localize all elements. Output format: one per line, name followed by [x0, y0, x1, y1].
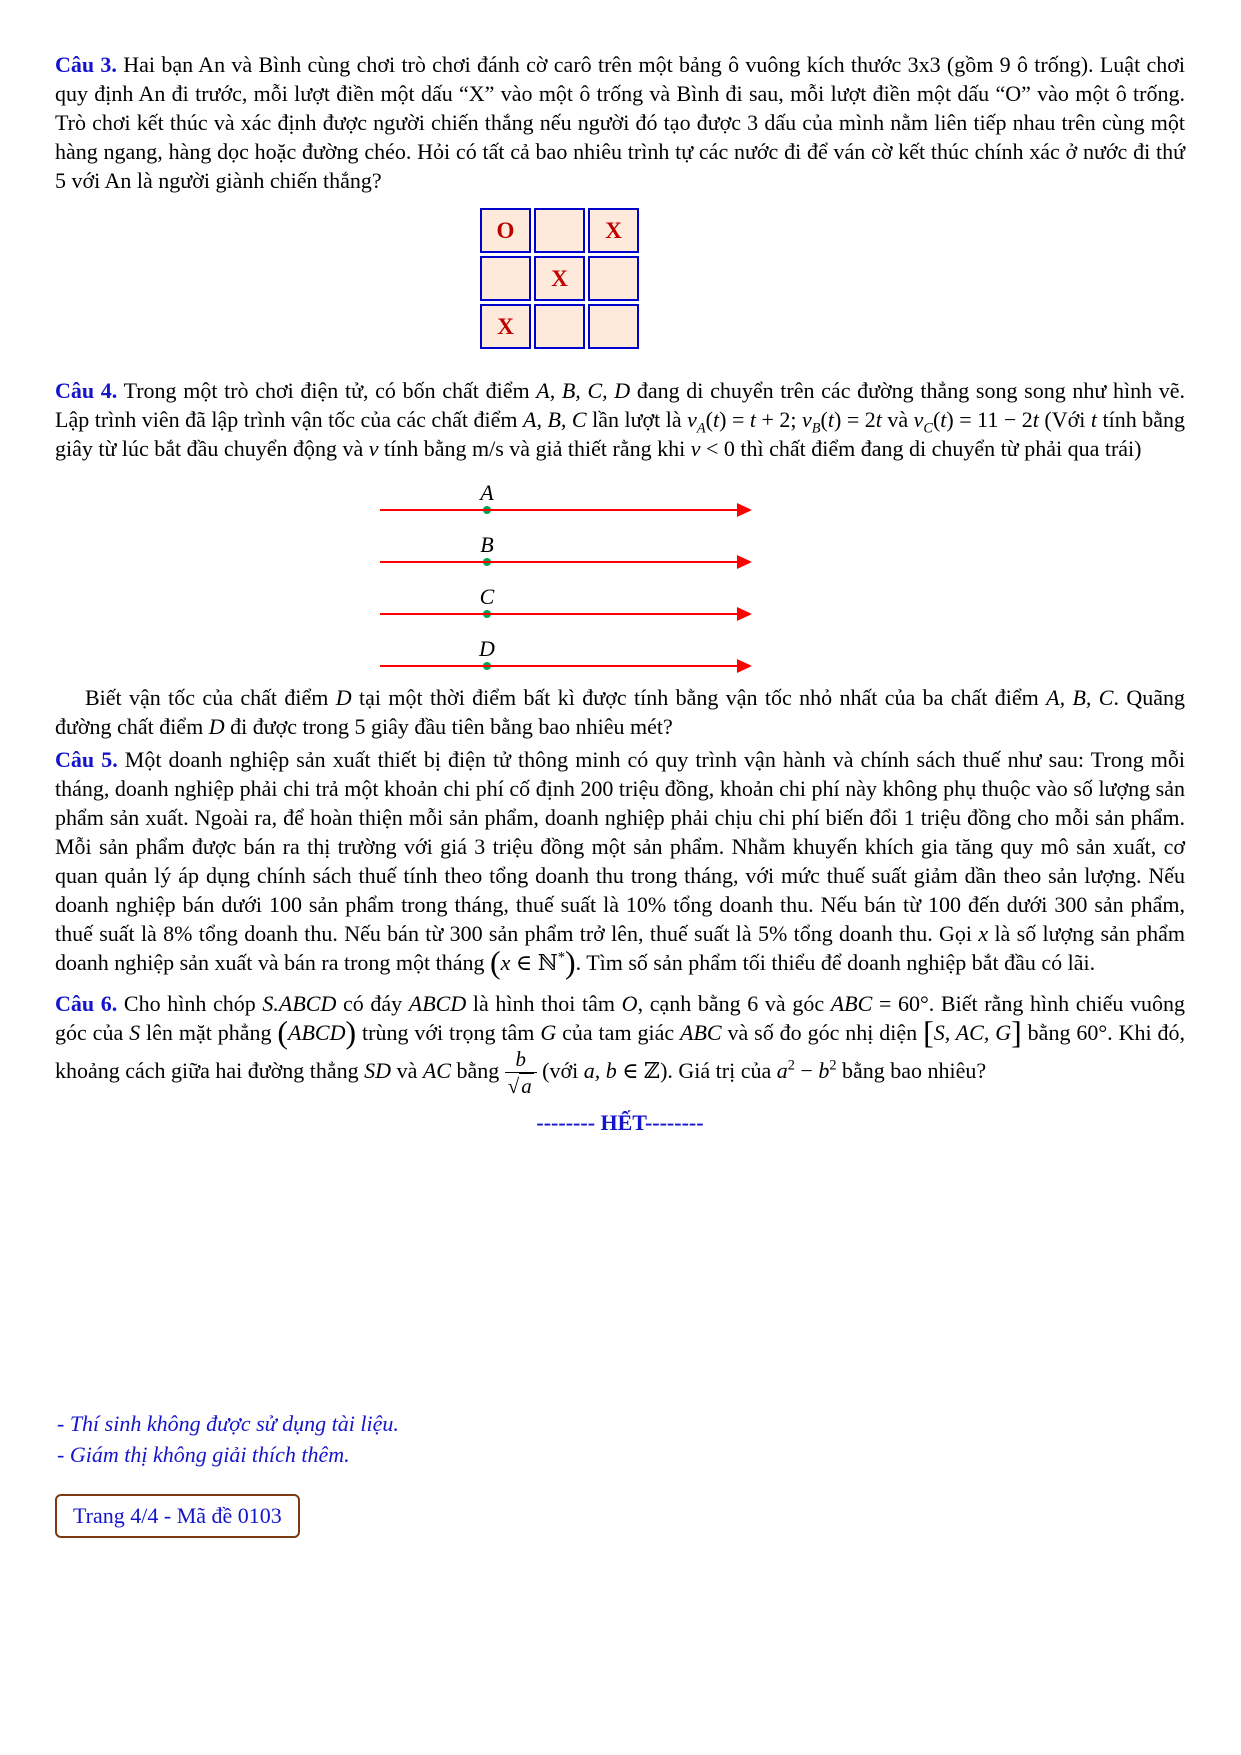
particle-row-c	[380, 573, 752, 625]
question-4-continued	[55, 683, 1185, 741]
particle-label: B	[480, 532, 494, 557]
exam-content	[55, 50, 1185, 1137]
end-marker: -------- HẾT--------	[536, 1110, 704, 1136]
question-4-label: Câu 4.	[55, 378, 118, 403]
grid-cell	[534, 304, 585, 349]
question-6-text: Cho hình chóp S.ABCD có đáy ABCD là hình thoi tâm O, cạnh bằng 6 và góc ABC = 60°. Biết rằng hình chiếu vuông góc của S lên mặt phẳng (ABCD) trùng với trọng tâm G của tam giác ABC và số đo góc nhị diện [S, AC, G] bằng 60°. Khi đó, khoảng cách giữa hai đường thẳng SD và AC bằng $\frac{b}{√a}$ (với a, b ∈ ℤ). Giá trị của $a^2 - b^2$ bằng bao nhiêu?	[55, 991, 1185, 1099]
grid-cell	[480, 256, 531, 301]
tictactoe-figure	[55, 205, 1185, 352]
particle-row-a	[380, 469, 752, 521]
particle-row-b	[380, 521, 752, 573]
page-number-box	[55, 1494, 300, 1538]
grid-cell	[588, 256, 639, 301]
tictactoe-grid	[477, 205, 642, 352]
question-3-label: Câu 3.	[55, 52, 117, 77]
grid-cell	[534, 208, 585, 253]
question-5-label: Câu 5.	[55, 747, 118, 772]
grid-cell: O	[480, 208, 531, 253]
question-6-paragraph	[55, 989, 1185, 1098]
grid-cell	[588, 304, 639, 349]
question-3-text: Hai bạn An và Bình cùng chơi trò chơi đánh cờ carô trên một bảng ô vuông kích thước 3x3 (gồm 9 ô trống). Luật chơi quy định An đi trước, mỗi lượt điền một dấu “X” vào một ô trống và Bình đi sau, mỗi lượt điền một dấu “O” vào một ô trống. Trò chơi kết thúc và xác định được người chiến thắng nếu người đó tạo được 3 dấu của mình nằm liên tiếp nhau trên cùng một hàng ngang, hàng dọc hoặc đường chéo. Hỏi có tất cả bao nhiêu trình tự các nước đi để ván cờ kết thúc chính xác ở nước đi thứ 5 với An là người giành chiến thắng?	[55, 52, 1186, 193]
motion-line	[380, 665, 740, 667]
motion-line	[380, 561, 740, 563]
exam-footnotes	[57, 1408, 399, 1470]
footnote-no-materials: - Thí sinh không được sử dụng tài liệu.	[57, 1411, 399, 1436]
grid-cell: X	[480, 304, 531, 349]
particle-label: A	[480, 480, 494, 505]
motion-line	[380, 509, 740, 511]
question-5-text: Một doanh nghiệp sản xuất thiết bị điện tử thông minh có quy trình vận hành và chính sách thuế như sau: Trong mỗi tháng, doanh nghiệp phải chi trả một khoản chi phí cố định 200 triệu đồng, khoản chi phí này không phụ thuộc vào số lượng sản phẩm sản xuất. Ngoài ra, để hoàn thiện mỗi sản phẩm, doanh nghiệp phải chịu chi phí biến đổi 1 triệu đồng cho mỗi sản phẩm. Mỗi sản phẩm được bán ra thị trường với giá 3 triệu đồng một sản phẩm. Nhằm khuyến khích gia tăng quy mô sản xuất, cơ quan quản lý áp dụng chính sách thuế tính theo tổng doanh thu trong tháng, với mức thuế suất giảm dần theo sản lượng. Nếu doanh nghiệp bán dưới 100 sản phẩm trong tháng, thuế suất là 10% tổng doanh thu. Nếu bán từ 100 đến dưới 300 sản phẩm, thuế suất là 8% tổng doanh thu. Nếu bán từ 300 sản phẩm trở lên, thuế suất là 5% tổng doanh thu. Gọi x là số lượng sản phẩm doanh nghiệp sản xuất và bán ra trong một tháng (x ∈ ℕ*). Tìm số sản phẩm tối thiểu để doanh nghiệp bắt đầu có lãi.	[55, 747, 1186, 981]
question-4-paragraph	[55, 376, 1185, 463]
grid-cell: X	[534, 256, 585, 301]
parallel-lines-figure	[380, 469, 752, 677]
question-6-label: Câu 6.	[55, 991, 118, 1016]
arrowhead-icon	[737, 607, 752, 621]
arrowhead-icon	[737, 555, 752, 569]
question-5-paragraph	[55, 745, 1186, 981]
question-4-text: Trong một trò chơi điện tử, có bốn chất điểm A, B, C, D đang di chuyển trên các đường thẳng song song như hình vẽ. Lập trình viên đã lập trình vận tốc của các chất điểm A, B, C lần lượt là $v_A(t) = t + 2$; $v_B(t) = 2t$ và $v_C(t) = 11 - 2t$ (Với t tính bằng giây từ lúc bắt đầu chuyển động và v tính bằng m/s và giả thiết rằng khi v < 0 thì chất điểm đang di chuyển từ phải qua trái)	[55, 378, 1186, 461]
arrowhead-icon	[737, 503, 752, 517]
motion-line	[380, 613, 740, 615]
question-3-paragraph	[55, 50, 1185, 195]
particle-row-d	[380, 625, 752, 677]
arrowhead-icon	[737, 659, 752, 673]
particle-label: C	[479, 584, 495, 609]
page-number-label: Trang 4/4 - Mã đề 0103	[73, 1503, 282, 1528]
footnote-no-explanations: - Giám thị không giải thích thêm.	[57, 1442, 350, 1467]
grid-cell: X	[588, 208, 639, 253]
particle-label: D	[479, 636, 495, 661]
question-4-continued-text: Biết vận tốc của chất điểm D tại một thời điểm bất kì được tính bằng vận tốc nhỏ nhất của ba chất điểm A, B, C. Quãng đường chất điểm D đi được trong 5 giây đầu tiên bằng bao nhiêu mét?	[55, 685, 1185, 739]
